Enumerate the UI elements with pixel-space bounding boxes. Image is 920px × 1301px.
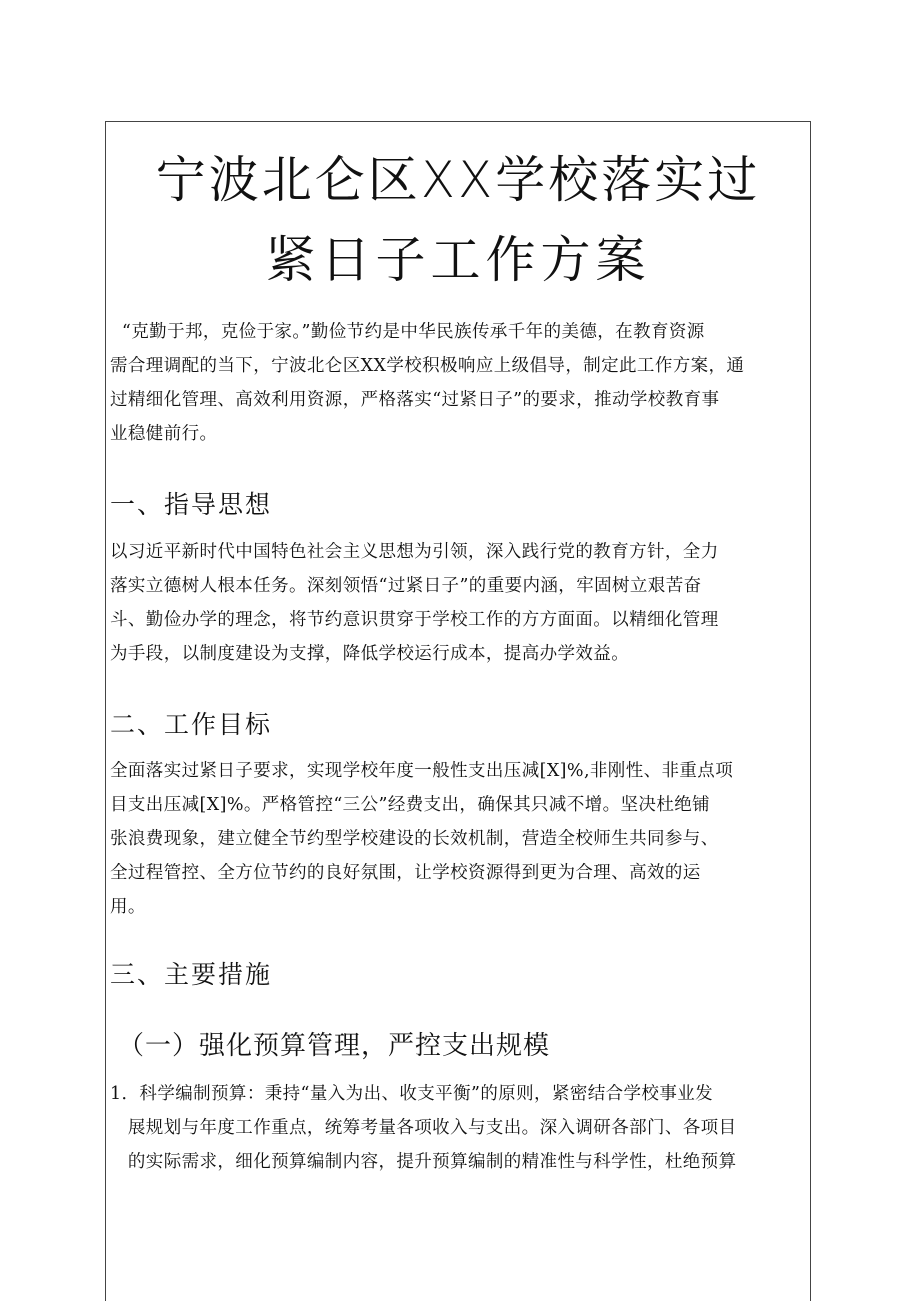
section-heading-guiding-ideology: 一、指导思想 [110,490,273,519]
document-title-line-2: 紧日子工作方案 [265,231,651,289]
section2-paragraph [110,754,810,924]
section2-line: 全面落实过紧日子要求，实现学校年度一般性支出压减[X]%,非刚性、非重点项 [110,761,734,781]
intro-paragraph [110,315,810,451]
subsection1-line: 1．科学编制预算：秉持“量入为出、收支平衡”的原则，紧密结合学校事业发 [110,1084,714,1104]
section1-paragraph [110,535,810,671]
intro-line: 过精细化管理、高效利用资源，严格落实“过紧日子”的要求，推动学校教育事 [110,390,720,410]
subsection1-paragraph [110,1077,810,1179]
section1-line: 以习近平新时代中国特色社会主义思想为引领，深入践行党的教育方针，全力 [110,542,719,562]
section2-line: 目支出压减[X]%。严格管控“三公”经费支出，确保其只减不增。坚决杜绝铺 [110,795,711,815]
subsection-heading-budget: （一）强化预算管理，严控支出规模 [118,1031,551,1061]
section2-line: 张浪费现象，建立健全节约型学校建设的长效机制，营造全校师生共同参与、 [110,829,719,849]
section-heading-main-measures: 三、主要措施 [110,960,273,989]
intro-line: 业稳健前行。 [110,424,218,444]
intro-line: “克勤于邦，克俭于家。”勤俭节约是中华民族传承千年的美德，在教育资源 [110,322,705,342]
intro-line: 需合理调配的当下，宁波北仑区XX学校积极响应上级倡导，制定此工作方案，通 [110,356,745,376]
section1-line: 落实立德树人根本任务。深刻领悟“过紧日子”的重要内涵，牢固树立艰苦奋 [110,576,702,596]
section2-line: 全过程管控、全方位节约的良好氛围，让学校资源得到更为合理、高效的运 [110,863,701,883]
section1-line: 为手段，以制度建设为支撑，降低学校运行成本，提高办学效益。 [110,644,630,664]
document-title-line-1: 宁波北仑区XX学校落实过 [155,151,761,209]
subsection1-line: 的实际需求，细化预算编制内容，提升预算编制的精准性与科学性，杜绝预算 [110,1152,737,1172]
section2-line: 用。 [110,897,146,917]
section1-line: 斗、勤俭办学的理念，将节约意识贯穿于学校工作的方方面面。以精细化管理 [110,610,719,630]
section-heading-work-goals: 二、工作目标 [110,710,273,739]
subsection1-line: 展规划与年度工作重点，统筹考量各项收入与支出。深入调研各部门、各项目 [110,1118,737,1138]
